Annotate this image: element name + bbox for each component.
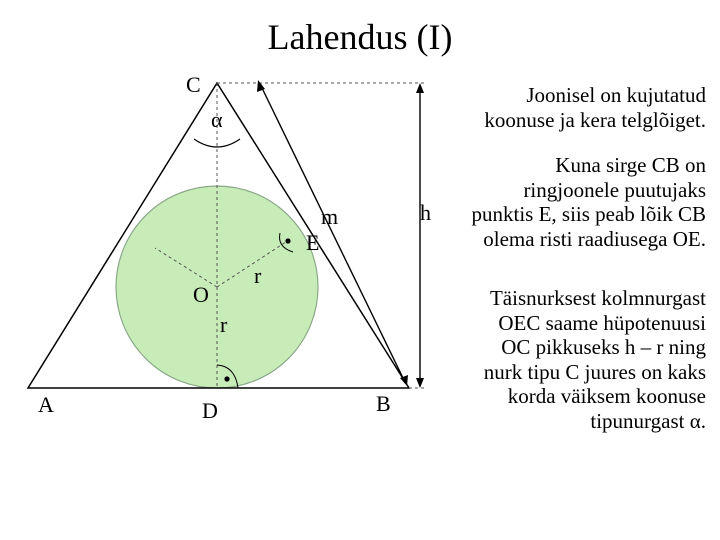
slide-title: Lahendus (I) (267, 17, 453, 57)
right-angle-dot-e (285, 238, 290, 243)
paragraph-line: OC pikkuseks h – r ning (501, 335, 706, 359)
label-alpha: α (211, 107, 223, 132)
paragraph-line: olema risti raadiusega OE. (483, 226, 706, 251)
paragraph-triangle (426, 286, 706, 433)
paragraph-line: punktis E, siis peab lõik CB (471, 202, 706, 226)
paragraph-line: koonuse ja kera telglõiget. (484, 107, 706, 132)
label-d: D (202, 398, 218, 423)
right-angle-dot-d (224, 376, 229, 381)
label-r-upper: r (254, 263, 262, 288)
paragraph-line: OEC saame hüpotenuusi (498, 310, 706, 335)
label-a: A (38, 392, 54, 417)
paragraph-line: nurk tipu C juures on kaks (483, 359, 706, 384)
paragraph-line: tipunurgast α. (590, 408, 706, 433)
h-arrow-head-bottom (416, 378, 424, 388)
label-e: E (306, 230, 320, 255)
label-h: h (420, 200, 431, 225)
label-c: C (186, 72, 201, 97)
h-arrow-head-top (416, 83, 424, 93)
label-o: O (193, 282, 209, 307)
label-r-lower: r (220, 312, 228, 337)
paragraph-line: korda väiksem koonuse (507, 384, 706, 408)
paragraph-intro (426, 83, 706, 132)
paragraph-tangent (416, 153, 706, 251)
paragraph-line: ringjoonele puutujaks (523, 177, 706, 202)
label-m: m (321, 204, 339, 229)
paragraph-line: Kuna sirge CB on (555, 153, 706, 177)
paragraph-line: Täisnurksest kolmnurgast (489, 286, 706, 310)
paragraph-line: Joonisel on kujutatud (526, 83, 706, 107)
label-b: B (376, 391, 391, 416)
